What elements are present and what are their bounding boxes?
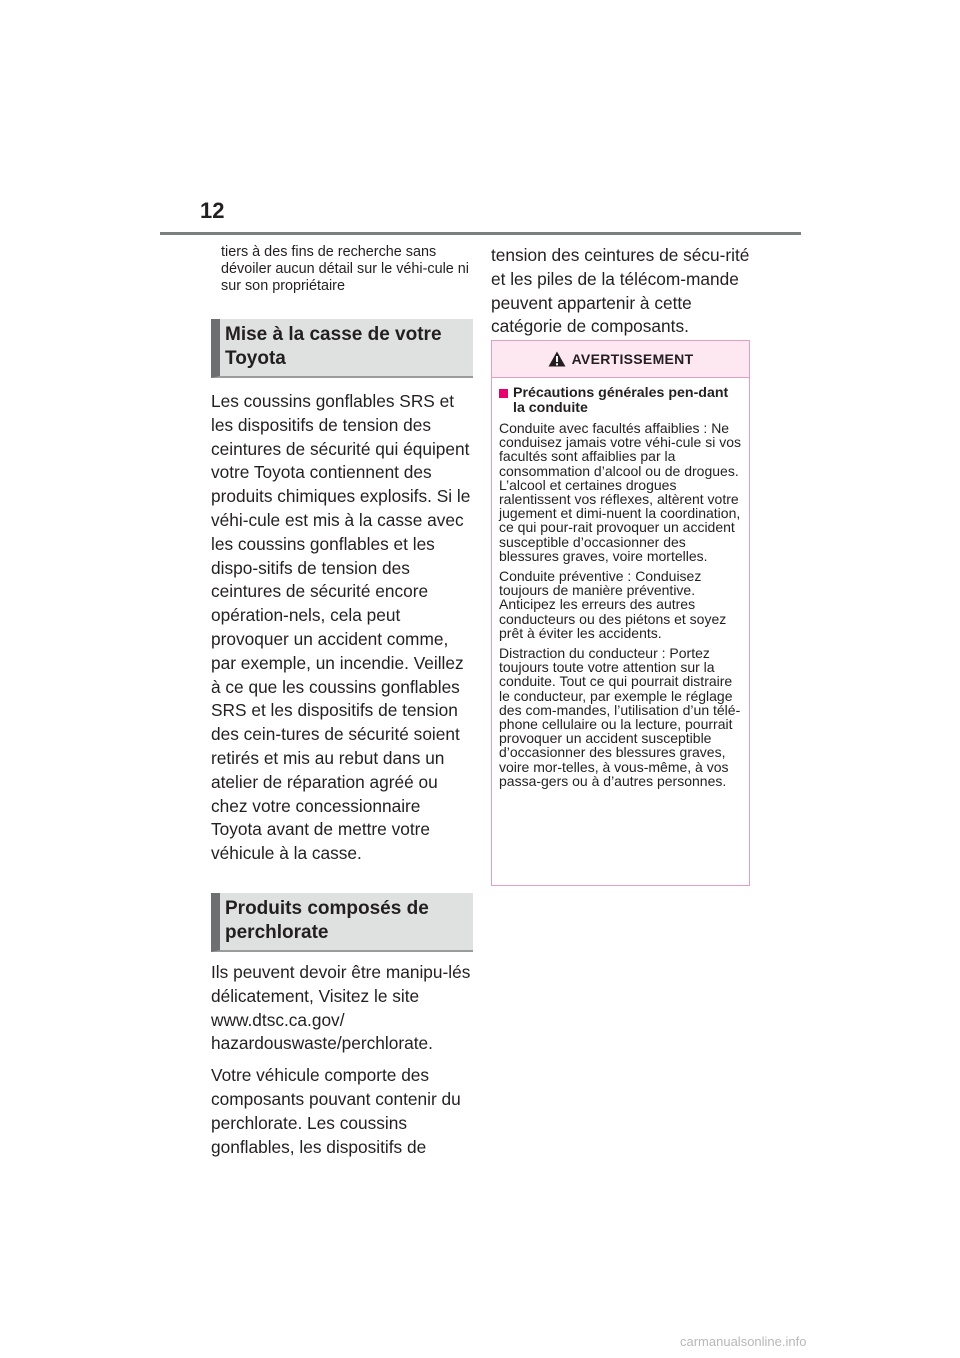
square-bullet-icon (499, 389, 508, 398)
section-heading-perchlorate: Produits composés de perchlorate (211, 893, 473, 952)
warning-subheading-text: Précautions générales pen-dant la conduite (513, 385, 729, 416)
right-column (491, 244, 751, 339)
warning-header (492, 341, 749, 378)
watermark: carmanualsonline.info (680, 1334, 807, 1349)
warning-paragraph-defensive: Conduite préventive : Conduisez toujours de manière préventive. Anticipez les erreurs des autres conducteurs ou des piétons et soyez prêt à éviter les accidents. (499, 568, 727, 641)
warning-box (491, 340, 750, 886)
warning-title: AVERTISSEMENT (571, 351, 694, 367)
perchlorate-paragraph-2: Votre véhicule comporte des composants pouvant contenir du perchlorate. Les coussins gonflables, les dispositifs de (211, 1065, 461, 1157)
warning-subheading (499, 386, 741, 415)
perchlorate-paragraph-1: Ils peuvent devoir être manipu-lés délicatement, Visitez le site www.dtsc.ca.gov/ hazardouswaste/perchlorate. (211, 961, 471, 1054)
page-number: 12 (200, 198, 225, 223)
disposal-paragraph: Les coussins gonflables SRS et les dispositifs de tension des ceintures de sécurité qui équipent votre Toyota contiennent des produits chimiques explosifs. Si le véhi-cule est mis à la casse avec les coussins gonflables et les dispo-sitifs de tension des ceintures de sécurité encore opération-nels, cela peut provoquer un accident comme, par exemple, un incendie. Veillez à ce que les coussins gonflables SRS et les dispositifs de tension des cein-tures de sécurité soient retirés et mis au rebut dans un atelier de réparation agréé ou chez votre concessionnaire Toyota avant de mettre votre véhicule à la casse. (211, 391, 471, 864)
warning-triangle-icon (548, 351, 566, 367)
intro-text: tiers à des fins de recherche sans dévoiler aucun détail sur le véhi-cule ni sur son propriétaire (221, 244, 469, 294)
warning-paragraph-distraction: Distraction du conducteur : Portez toujours toute votre attention sur la conduite. Tout ce qui pourrait distraire le conducteur, par exemple le réglage des com-mandes, l’utilisation d’un télé-phone cellulaire ou la lecture, pourrait provoquer un accident susceptible d’occasionner des blessures graves, voire mor-telles, à vous-même, à vos passa-gers ou à d’autres personnes. (499, 645, 741, 789)
warning-body (492, 378, 749, 788)
section-heading-disposal: Mise à la casse de votre Toyota (211, 319, 473, 378)
left-column (211, 244, 473, 1159)
warning-paragraph-impaired: Conduite avec facultés affaiblies : Ne conduisez jamais votre véhi-cule si vos facultés sont affaiblies par la consommation d’alcool ou de drogues. L’alcool et certaines drogues ralentissent vos réflexes, altèrent votre jugement et dimi-nuent la coordination, ce qui pour-rait provoquer un accident susceptible d’occasionner des blessures graves, voire mortelles. (499, 420, 741, 564)
header-rule (160, 232, 801, 235)
continuation-text: tension des ceintures de sécu-rité et les piles de la télécom-mande peuvent appartenir à cette catégorie de composants. (491, 245, 750, 337)
